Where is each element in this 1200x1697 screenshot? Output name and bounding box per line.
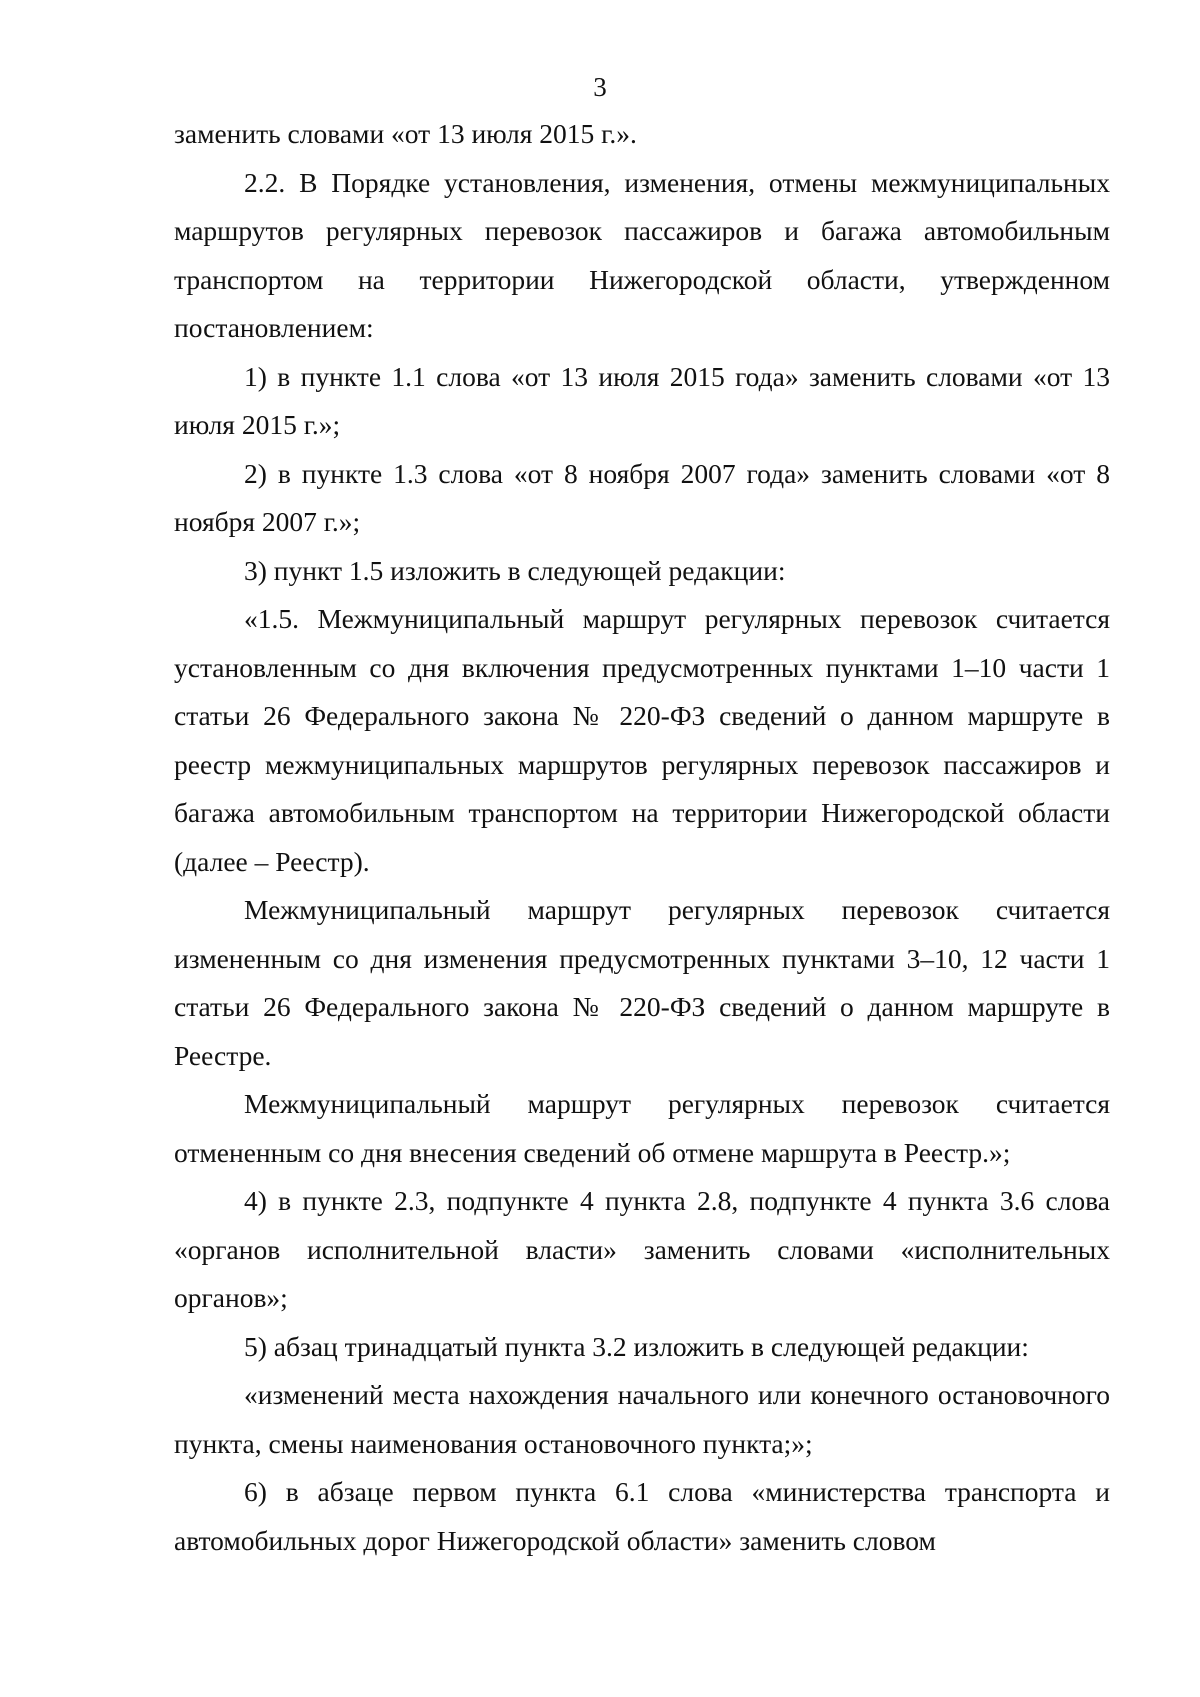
paragraph: 3) пункт 1.5 изложить в следующей редакции:: [244, 554, 786, 586]
page-number: 3: [593, 72, 607, 102]
paragraph: 6) в абзаце первом пункта 6.1 слова «министерства транспорта и автомобильных дорог Нижегородской области» заменить словом: [174, 1476, 1110, 1556]
paragraph: Межмуниципальный маршрут регулярных перевозок считается отмененным со дня внесения сведений об отмене маршрута в Реестр.»;: [174, 1088, 1110, 1168]
document-body: [174, 110, 1110, 1565]
paragraph: 2) в пункте 1.3 слова «от 8 ноября 2007 года» заменить словами «от 8 ноября 2007 г.»;: [174, 457, 1110, 537]
paragraph: 1) в пункте 1.1 слова «от 13 июля 2015 года» заменить словами «от 13 июля 2015 г.»;: [174, 360, 1110, 440]
paragraph: «изменений места нахождения начального или конечного остановочного пункта, смены наименования остановочного пункта;»;: [174, 1379, 1110, 1459]
paragraph: «1.5. Межмуниципальный маршрут регулярных перевозок считается установленным со дня включения предусмотренных пунктами 1–10 части 1 статьи 26 Федерального закона № 220-ФЗ сведений о данном маршруте в реестр межмуниципальных маршрутов регулярных перевозок пассажиров и багажа автомобильным транспортом на территории Нижегородской области (далее – Реестр).: [174, 603, 1110, 877]
paragraph: Межмуниципальный маршрут регулярных перевозок считается измененным со дня изменения предусмотренных пунктами 3–10, 12 части 1 статьи 26 Федерального закона № 220-ФЗ сведений о данном маршруте в Реестре.: [174, 894, 1110, 1071]
paragraph: 4) в пункте 2.3, подпункте 4 пункта 2.8, подпункте 4 пункта 3.6 слова «органов исполнительной власти» заменить словами «исполнительных органов»;: [174, 1185, 1110, 1313]
paragraph: заменить словами «от 13 июля 2015 г.».: [174, 118, 637, 149]
paragraph: 5) абзац тринадцатый пункта 3.2 изложить в следующей редакции:: [244, 1330, 1029, 1362]
paragraph: 2.2. В Порядке установления, изменения, отмены межмуниципальных маршрутов регулярных перевозок пассажиров и багажа автомобильным транспортом на территории Нижегородской области, утвержденном постановлением:: [174, 166, 1110, 343]
